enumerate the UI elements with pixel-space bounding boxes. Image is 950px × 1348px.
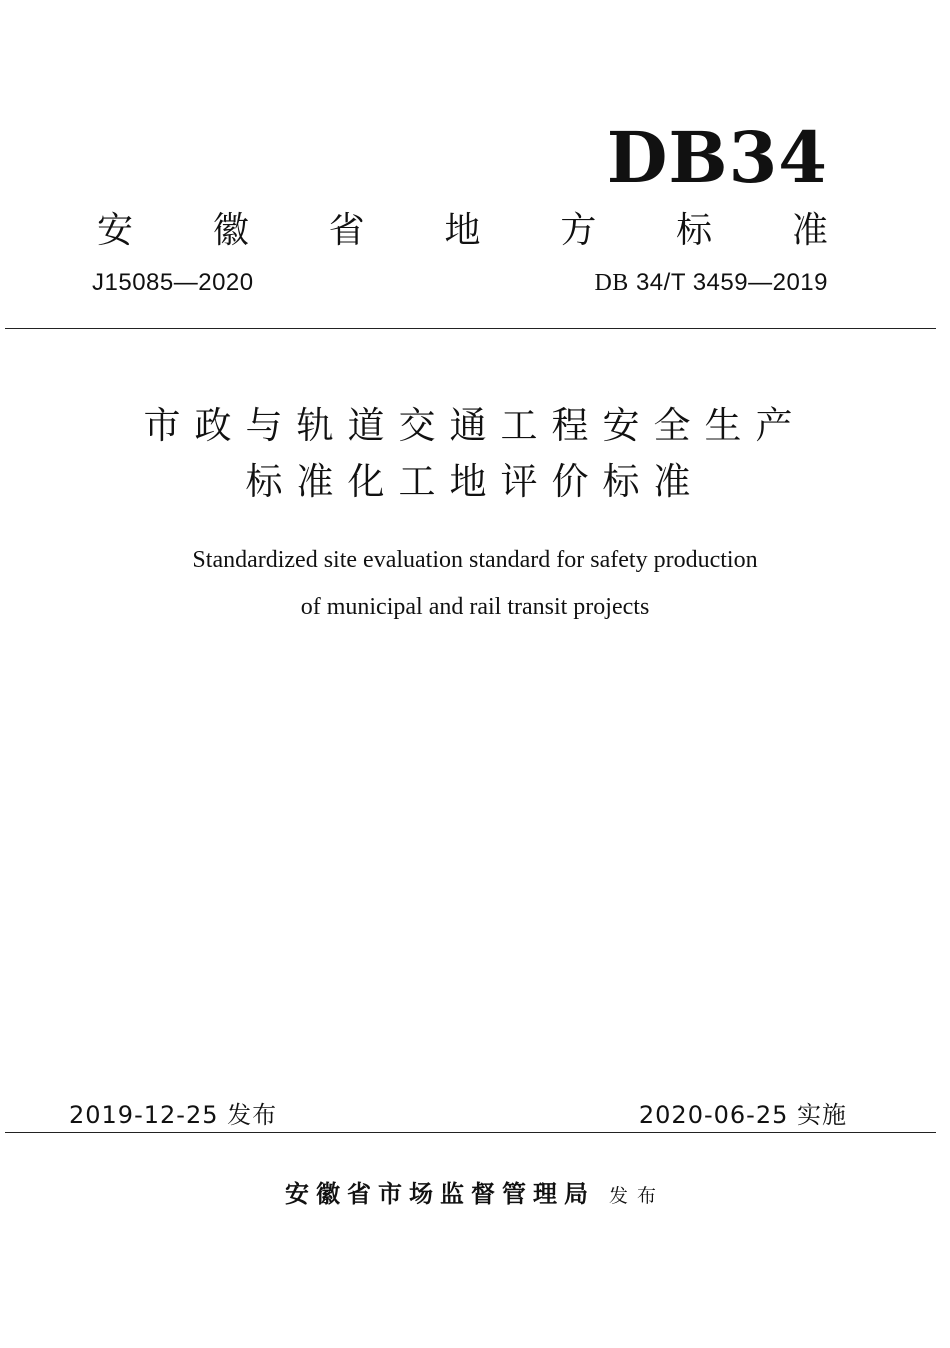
title-cn-line1: 市政与轨道交通工程安全生产 [143,404,807,447]
standard-type-char: 方 [560,210,597,251]
bottom-divider [5,1132,936,1133]
title-en-line1: Standardized site evaluation standard for safety production [192,547,758,573]
standard-type-heading [97,206,828,256]
standard-number [594,266,828,300]
issue-date: 2019-12-25 发布 [69,1101,278,1129]
publisher-line [0,1174,950,1216]
standard-number-value: 34/T 3459—2019 [635,269,828,296]
standard-type-char: 省 [328,210,365,251]
publisher-name: 安徽省市场监督管理局 [284,1180,595,1208]
publish-verb: 发布 [608,1185,665,1207]
record-number: J15085—2020 [92,269,254,296]
standard-type-char: 徽 [212,210,249,251]
title-cn-line2: 标准化工地评价标准 [245,460,705,503]
standard-type-char: 安 [97,210,134,251]
standard-type-char: 标 [676,210,713,251]
standard-type-char: 地 [444,210,481,251]
db-code-logo: DB34 [606,116,828,199]
standard-number-prefix: DB [594,270,629,296]
standard-type-char: 准 [791,210,828,251]
top-divider [5,328,936,329]
implement-date: 2020-06-25 实施 [638,1101,847,1129]
title-en-line2: of municipal and rail transit projects [300,594,650,620]
